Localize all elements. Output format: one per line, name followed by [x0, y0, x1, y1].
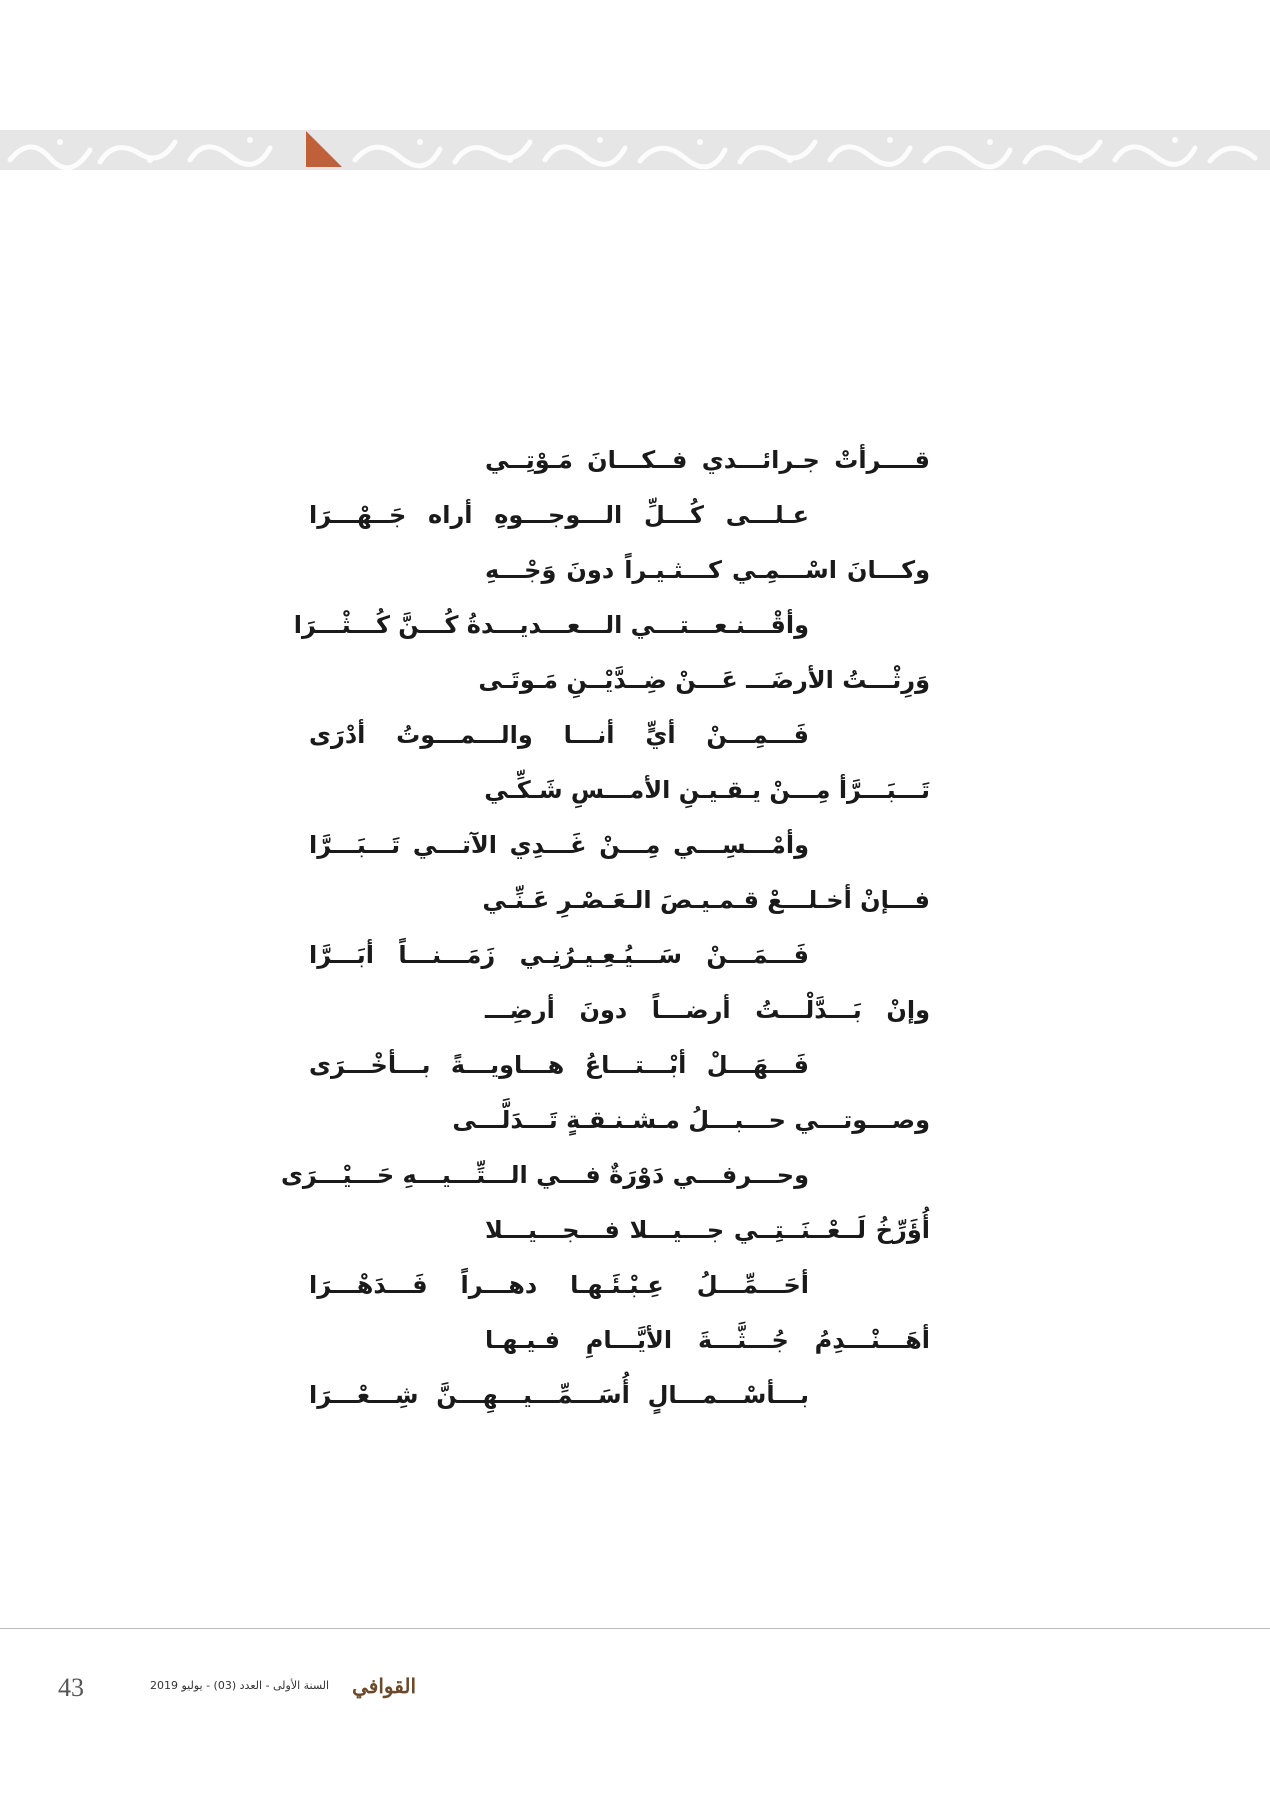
corner-accent-triangle: [306, 131, 342, 167]
verse-line: عـلـــى كُـــلِّ الـــوجـــوهِ أراه جَــهْـــرَا: [309, 501, 809, 529]
calligraphy-pattern-icon: [0, 130, 1270, 170]
verse-line: وصـــوتـــي حـــبـــلُ مـشـنـقـةٍ تَـــدَلَّـــى: [452, 1106, 930, 1134]
verse-line: فَـــمَـــنْ سَـــيُـعِـيـرُنِـي زَمَـــنـــاً أبَـــرَّا: [309, 941, 809, 969]
verse-line: تَـــبَـــرَّأ مِـــنْ يـقـيـنِ الأمـــسِ شَـكِّـي: [484, 776, 930, 804]
footer-divider: [0, 1628, 1270, 1629]
verse-line: أُؤَرِّخُ لَــعْــنَــتِــي جـــيـــلا فـــجـــيـــلا: [485, 1216, 930, 1244]
page-number: 43: [58, 1673, 84, 1702]
verse-line: وكـــانَ اسْـــمِـي كـــثـيـراً دونَ وَجْـــهِ: [485, 556, 930, 584]
logo-text: القوافي: [352, 1674, 416, 1698]
magazine-logo: [352, 1662, 416, 1710]
issue-info: السنة الأولى - العدد (03) - يوليو 2019: [150, 1679, 330, 1692]
verse-line: بـــأسْـــمـــالٍ أُسَـــمِّـــيـــهِـــنَّ شِـــعْـــرَا: [309, 1381, 809, 1409]
verse-line: فـــإنْ أخـلـــعْ قـمـيـصَ الـعَـصْـرِ عَـنِّـي: [482, 886, 930, 914]
verse-line: وأقْـــنـعـــتـــي الـــعـــديـــدةُ كُـــنَّ كُـــثْـــرَا: [293, 611, 809, 639]
poem-body: [280, 440, 930, 1440]
verse-line: وأمْـــسِـــي مِـــنْ غَـــدِي الآتـــي تَـــبَـــرَّا: [309, 831, 809, 859]
verse-line: أحَـــمِّـــلُ عِـبْـئَـهـا دهـــراً فَـــدَهْـــرَا: [309, 1271, 809, 1299]
verse-line: قــــرأتْ جـرائـــدي فــكـــانَ مَـوْتِــي: [485, 446, 930, 474]
verse-line: وحـــرفـــي دَوْرَةٌ فـــي الـــتِّـــيـــهِ حَـــيْـــرَى: [280, 1161, 809, 1189]
verse-line: وَرِثْـــتُ الأرضَـــ عَـــنْ ضِــدَّيْــنِ مَـوتَـى: [478, 666, 930, 694]
decorative-calligraphy-band: [0, 130, 1270, 170]
verse-line: وإنْ بَـــدَّلْـــتُ أرضـــاً دونَ أرضِـــ: [485, 996, 930, 1024]
triangle-shape: [306, 131, 342, 167]
verse-line: فَـــهَـــلْ أبْـــتـــاعُ هـــاويـــةً بـــأخْـــرَى: [309, 1051, 809, 1079]
verse-line: فَـــمِـــنْ أيٍّ أنـــا والـــمـــوتُ أدْرَى: [309, 721, 809, 749]
verse-line: أهَـــنْـــدِمُ جُـــثَّـــةَ الأيَّـــامِ فـيـهـا: [485, 1326, 930, 1354]
